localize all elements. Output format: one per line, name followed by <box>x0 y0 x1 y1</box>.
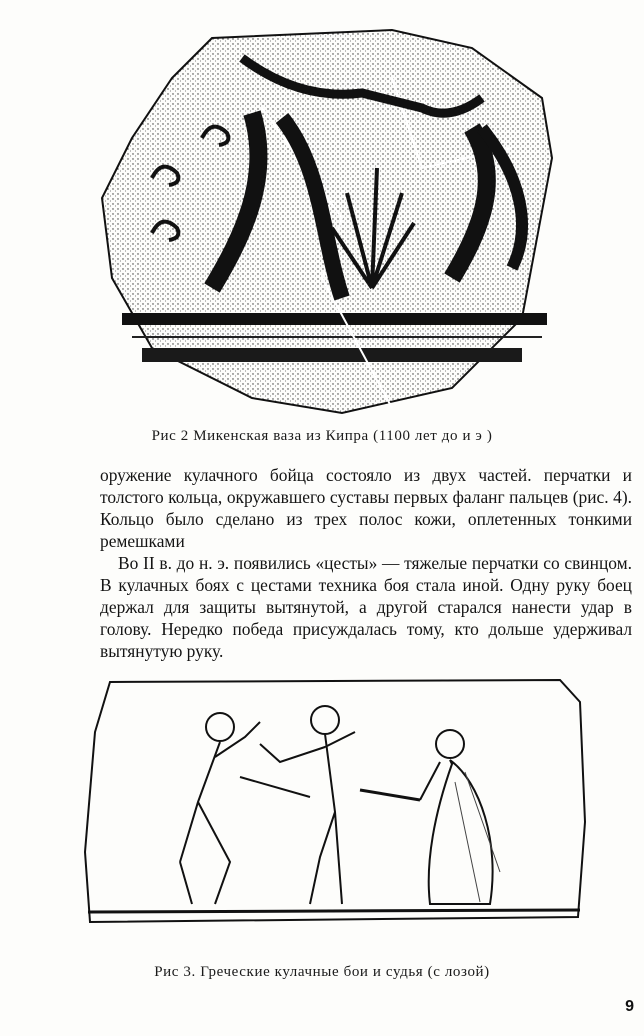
figure-2-caption: Рис 2 Микенская ваза из Кипра (1100 лет до и э ) <box>151 428 493 444</box>
paragraph-1: оружение кулачного бойца состояло из двух частей. перчатки и толстого кольца, окружавшего суставы первых фаланг пальцев (рис. 4). Кольцо было сделано из трех полос кожи, оплетенных тонкими ремешками <box>100 465 632 551</box>
figure-2-mycenaean-vase-illustration <box>92 18 562 418</box>
figure-3-caption: Рис 3. Греческие кулачные бои и судья (с лозой) <box>154 964 490 980</box>
body-text <box>100 464 632 662</box>
page-number: 9 <box>625 998 634 1015</box>
figure-3-greek-boxing-illustration <box>80 672 594 932</box>
paragraph-2: Во II в. до н. э. появились «цесты» — тяжелые перчатки со свинцом. В кулачных боях с цестами техника боя стала иной. Одну руку боец держал для защиты вытянутой, а другой старался нанести удар в голову. Нередко победа присуждалась тому, кто дольше удерживал вытянутую руку. <box>100 553 632 661</box>
